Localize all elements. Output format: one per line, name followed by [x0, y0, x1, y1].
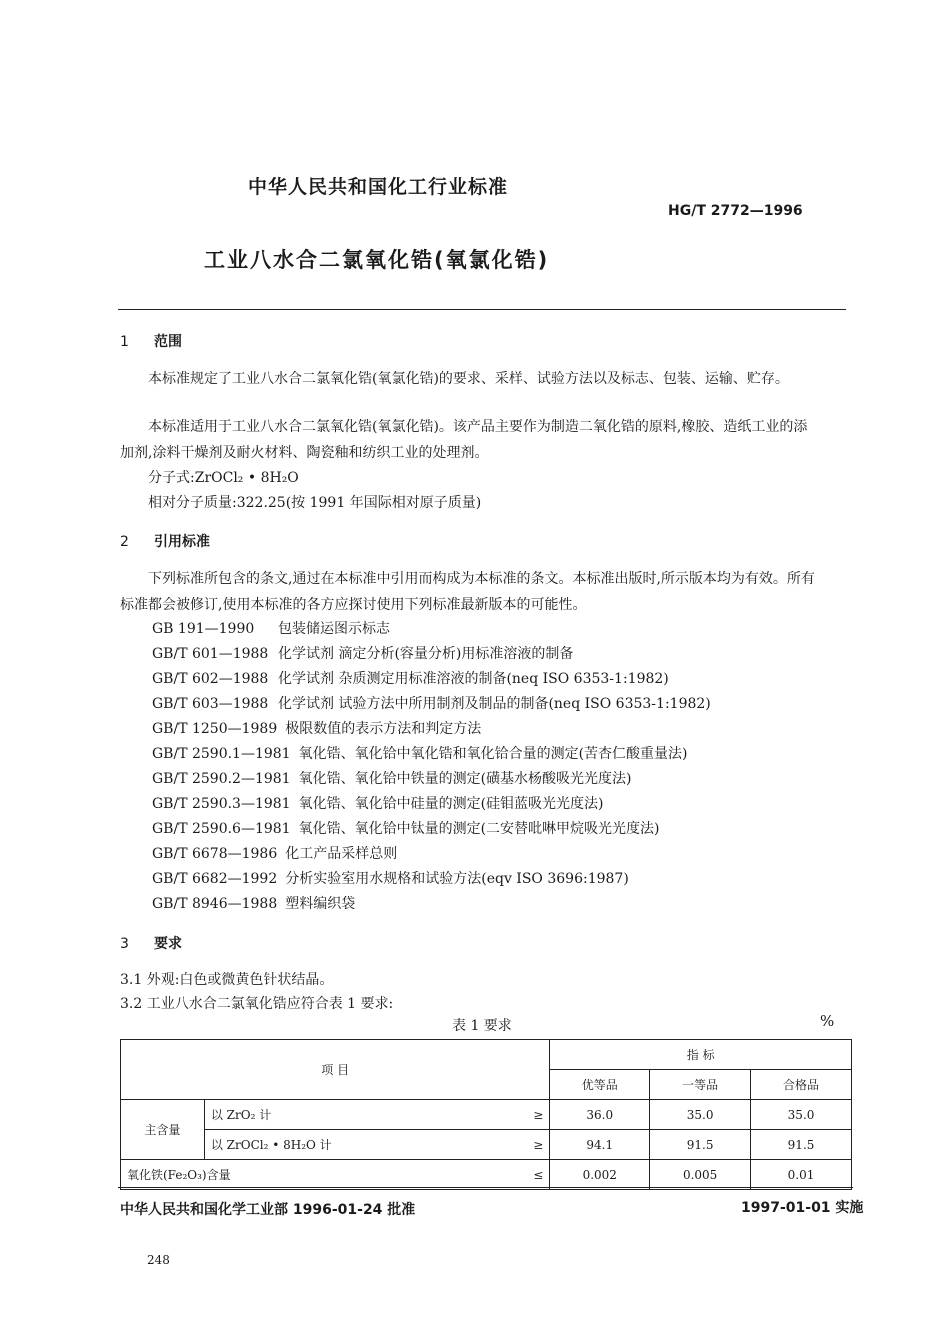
reference-title: 分析实验室用水规格和试验方法(eqv ISO 3696:1987)	[285, 871, 629, 887]
reference-item	[152, 893, 355, 913]
cell-value: 35.0	[751, 1100, 852, 1130]
cell-value: 36.0	[550, 1100, 650, 1130]
reference-code: GB/T 8946—1988	[152, 896, 278, 912]
grade-first: 一等品	[650, 1070, 751, 1100]
header-divider	[118, 309, 846, 310]
requirements-table	[120, 1039, 852, 1190]
row-symbol: ≥	[515, 1100, 550, 1130]
reference-code: GB/T 6682—1992	[152, 871, 278, 887]
header-index: 指 标	[550, 1040, 852, 1070]
group-main-content: 主含量	[121, 1100, 205, 1160]
table-header-row	[121, 1040, 852, 1070]
table-row	[121, 1130, 852, 1160]
section-3-heading	[120, 933, 182, 953]
cell-value: 0.01	[751, 1160, 852, 1190]
issuing-authority: 中华人民共和国化工行业标准	[248, 176, 509, 198]
page-number: 248	[147, 1253, 170, 1267]
requirement-3-1: 3.1 外观:白色或微黄色针状结晶。	[120, 972, 334, 988]
row-label: 氧化铁(Fe₂O₃)含量	[121, 1160, 515, 1190]
scope-paragraph-2: 本标准适用于工业八水合二氯氧化锆(氧氯化锆)。该产品主要作为制造二氧化锆的原料,橡胶、造纸工业的添加剂,涂料干燥剂及耐火材料、陶瓷釉和纺织工业的处理剂。	[120, 419, 808, 461]
standard-code: HG/T 2772—1996	[668, 203, 803, 219]
cell-value: 0.002	[550, 1160, 650, 1190]
reference-code: GB/T 6678—1986	[152, 846, 278, 862]
footer-divider	[118, 1187, 853, 1188]
molecular-mass: 相对分子质量:322.25(按 1991 年国际相对原子质量)	[148, 495, 482, 511]
reference-code: GB 191—1990	[152, 621, 255, 637]
effective-date: 1997-01-01 实施	[741, 1200, 864, 1216]
reference-item	[152, 743, 688, 763]
reference-title: 包装储运图示标志	[278, 621, 390, 637]
cell-value: 91.5	[751, 1130, 852, 1160]
reference-item	[152, 868, 629, 888]
table-unit: %	[820, 1012, 835, 1030]
reference-title: 氧化锆、氧化铪中氧化锆和氧化铪合量的测定(苦杏仁酸重量法)	[298, 746, 688, 762]
table-row	[121, 1100, 852, 1130]
header-item: 项 目	[121, 1040, 550, 1100]
section-number: 2	[120, 534, 129, 550]
reference-code: GB/T 2590.6—1981	[152, 821, 291, 837]
section-title: 引用标准	[154, 534, 210, 550]
references-intro: 下列标准所包含的条文,通过在本标准中引用而构成为本标准的条文。本标准出版时,所示版本均为有效。所有标准都会被修订,使用本标准的各方应探讨使用下列标准最新版本的可能性。	[120, 571, 815, 613]
reference-title: 化工产品采样总则	[285, 846, 398, 862]
reference-title: 化学试剂 滴定分析(容量分析)用标准溶液的制备	[278, 646, 574, 662]
reference-item	[152, 818, 660, 838]
section-title: 范围	[154, 334, 182, 350]
section-number: 3	[120, 936, 129, 952]
reference-item	[152, 793, 604, 813]
reference-code: GB/T 603—1988	[152, 696, 269, 712]
scope-paragraph-1: 本标准规定了工业八水合二氯氧化锆(氧氯化锆)的要求、采样、试验方法以及标志、包装、运输、贮存。	[148, 371, 789, 387]
reference-item	[152, 618, 390, 638]
table-row	[121, 1160, 852, 1190]
row-symbol: ≥	[515, 1130, 550, 1160]
reference-item	[152, 668, 669, 688]
row-label: 以 ZrOCl₂ • 8H₂O 计	[204, 1130, 515, 1160]
section-1-heading	[120, 331, 182, 351]
reference-code: GB/T 2590.3—1981	[152, 796, 291, 812]
row-label: 以 ZrO₂ 计	[204, 1100, 515, 1130]
reference-title: 化学试剂 试验方法中所用制剂及制品的制备(neq ISO 6353-1:1982)	[278, 696, 711, 712]
cell-value: 91.5	[650, 1130, 751, 1160]
reference-title: 氧化锆、氧化铪中钛量的测定(二安替吡啉甲烷吸光光度法)	[298, 821, 660, 837]
reference-code: GB/T 1250—1989	[152, 721, 278, 737]
document-title: 工业八水合二氯氧化锆(氧氯化锆)	[204, 248, 550, 272]
cell-value: 35.0	[650, 1100, 751, 1130]
approval-line: 中华人民共和国化学工业部 1996-01-24 批准	[120, 1202, 416, 1218]
row-symbol: ≤	[515, 1160, 550, 1190]
cell-value: 94.1	[550, 1130, 650, 1160]
reference-item	[152, 693, 711, 713]
reference-code: GB/T 602—1988	[152, 671, 269, 687]
table-caption: 表 1 要求	[452, 1018, 512, 1034]
reference-code: GB/T 2590.1—1981	[152, 746, 291, 762]
reference-code: GB/T 2590.2—1981	[152, 771, 291, 787]
section-2-heading	[120, 531, 210, 551]
cell-value: 0.005	[650, 1160, 751, 1190]
reference-item	[152, 843, 397, 863]
section-number: 1	[120, 334, 129, 350]
section-title: 要求	[154, 936, 182, 952]
reference-title: 塑料编织袋	[285, 896, 356, 912]
reference-item	[152, 768, 632, 788]
reference-title: 氧化锆、氧化铪中硅量的测定(硅钼蓝吸光光度法)	[298, 796, 604, 812]
reference-title: 氧化锆、氧化铪中铁量的测定(磺基水杨酸吸光光度法)	[298, 771, 632, 787]
grade-premium: 优等品	[550, 1070, 650, 1100]
reference-item	[152, 718, 481, 738]
requirement-3-2: 3.2 工业八水合二氯氧化锆应符合表 1 要求:	[120, 996, 394, 1012]
molecular-formula: 分子式:ZrOCl₂ • 8H₂O	[148, 470, 299, 486]
reference-item	[152, 643, 573, 663]
reference-title: 极限数值的表示方法和判定方法	[285, 721, 482, 737]
reference-code: GB/T 601—1988	[152, 646, 269, 662]
reference-title: 化学试剂 杂质测定用标准溶液的制备(neq ISO 6353-1:1982)	[278, 671, 669, 687]
grade-qualified: 合格品	[751, 1070, 852, 1100]
